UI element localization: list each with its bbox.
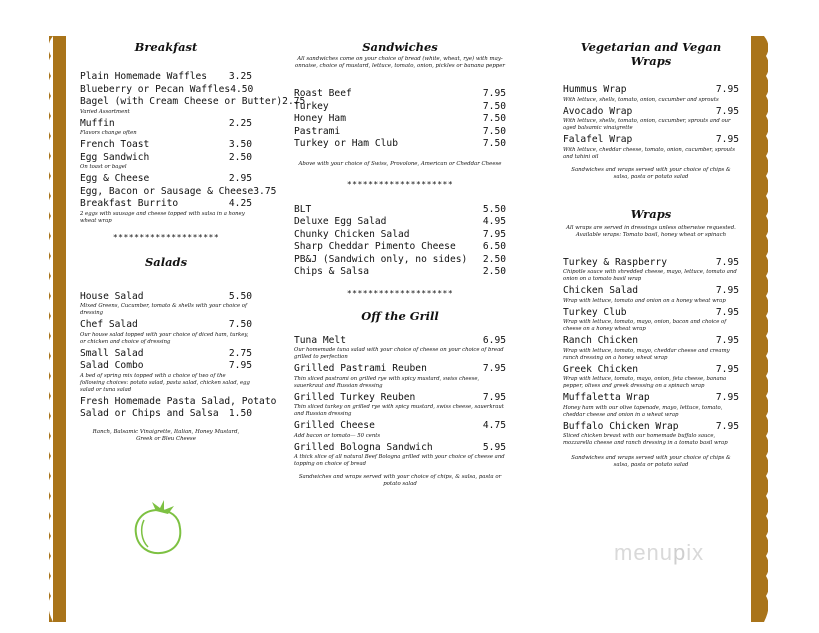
menu-item-name: Grilled Turkey Reuben bbox=[294, 391, 416, 403]
menu-item-name: French Toast bbox=[80, 139, 150, 150]
menu-item-price: 7.95 bbox=[482, 363, 506, 374]
menu-item-price: 7.95 bbox=[715, 256, 739, 268]
menu-item-price: 5.95 bbox=[482, 441, 506, 453]
menu-item bbox=[563, 285, 739, 298]
menu-item-price: 7.50 bbox=[482, 125, 506, 137]
menu-item-name: Muffaletta Wrap bbox=[563, 392, 650, 403]
menu-item-description: With lettuce, cheddar cheese, tomato, onion, cucumber, sprouts and tahini oil bbox=[563, 146, 735, 160]
menu-item-description: 2 eggs with sausage and cheese topped with salsa in a honey wheat wrap bbox=[80, 210, 245, 224]
menu-item bbox=[80, 139, 252, 152]
menu-item-name: Turkey or Ham Club bbox=[294, 138, 398, 149]
menu-item-description: Wrap with lettuce, tomato and onion on a honey wheat wrap bbox=[563, 297, 726, 304]
menu-item-name: Small Salad bbox=[80, 347, 144, 359]
sandwiches-intro: All sandwiches come on your choice of bread (white, wheat, rye) with may-onnaise, choice of mustard, lettuce, tomato, onion, pickles or banana pepper bbox=[295, 56, 505, 69]
veg-list bbox=[563, 84, 739, 161]
menu-item-name: Egg & Cheese bbox=[80, 173, 150, 184]
menu-item bbox=[80, 198, 252, 211]
menu-item-price: 2.75 bbox=[282, 96, 306, 107]
sandwiches-list-2 bbox=[294, 204, 506, 279]
menu-item-name: Salad or Chips and Salsa bbox=[80, 408, 219, 419]
menu-item-price: 3.75 bbox=[253, 185, 277, 197]
wraps-list bbox=[563, 257, 739, 448]
menu-item-price: 7.95 bbox=[715, 306, 739, 318]
menu-item-name: Honey Ham bbox=[294, 113, 346, 124]
menu-item-name: BLT bbox=[294, 203, 312, 215]
right-bar-wavy-edge bbox=[764, 36, 772, 622]
menu-item-price: 7.50 bbox=[482, 138, 506, 149]
menu-item-price: 4.95 bbox=[482, 216, 506, 227]
menu-item-price: 2.50 bbox=[482, 253, 506, 265]
menu-item-price: 2.95 bbox=[228, 173, 252, 184]
menu-item-price: 7.50 bbox=[482, 113, 506, 124]
left-bar-wavy-edge bbox=[45, 36, 53, 622]
salads-list bbox=[80, 290, 277, 421]
menu-item-price: 2.50 bbox=[228, 151, 252, 163]
veg-sides-note: Sandwiches and wraps served with your choice of chips & salsa, pasta or potato salad bbox=[571, 166, 731, 180]
menu-item-name: Chicken Salad bbox=[563, 285, 639, 296]
menu-item-description: Our house salad topped with your choice of diced ham, turkey, or chicken and choice of dressing bbox=[80, 331, 249, 345]
menu-item-name: Plain Homemade Waffles bbox=[80, 71, 208, 82]
breakfast-stars-divider: ******************** bbox=[112, 232, 220, 242]
menu-item-name: Avocado Wrap bbox=[563, 105, 633, 117]
column-veg-wraps bbox=[563, 40, 739, 469]
menu-item bbox=[294, 216, 506, 229]
menu-item-description: Wrap with lettuce, tomato, mayo, onion, bacon and choice of cheese on a honey wheat wrap bbox=[563, 319, 727, 332]
menu-item-description: Sliced chicken breast with our homemade buffalo sauce, mozzarella cheese and ranch dressing in a tomato basil wrap bbox=[563, 433, 728, 446]
menu-item-name: Bagel (with Cream Cheese or Butter) bbox=[80, 96, 283, 107]
menu-item-price: 7.95 bbox=[228, 360, 252, 371]
menu-item-price: 7.95 bbox=[482, 88, 506, 99]
menu-item-price: 7.95 bbox=[482, 391, 506, 403]
menu-item-description: With lettuce, shells, tomato, onion, cucumber, sprouts and our aged balsamic vinaigrette bbox=[563, 118, 731, 131]
menu-item-name: Greek Chicken bbox=[563, 363, 639, 375]
sandwiches-stars-divider-2: ******************** bbox=[346, 288, 454, 298]
menu-item-price: 3.25 bbox=[228, 71, 252, 82]
menu-item-name: Egg, Bacon or Sausage & Cheese bbox=[80, 185, 254, 197]
sandwiches-heading: Sandwiches bbox=[362, 40, 438, 54]
right-decorative-bar bbox=[751, 36, 768, 622]
grill-heading: Off the Grill bbox=[361, 308, 439, 323]
menu-item-name: Sharp Cheddar Pimento Cheese bbox=[294, 241, 456, 252]
menu-item bbox=[294, 88, 506, 101]
wraps-sides-note: Sandwiches and wraps served with your choice of chips & salsa, pasta or potato salad bbox=[571, 455, 731, 468]
menu-item-price: 7.95 bbox=[715, 105, 739, 117]
menu-item-price: 7.50 bbox=[228, 319, 252, 330]
menu-item-price: 2.50 bbox=[482, 266, 506, 277]
grill-list bbox=[294, 335, 506, 469]
menu-item-description: Honey ham with our olive tapenade, mayo, lettuce, tomato, cheddar cheese and onion in a wheat wrap bbox=[563, 404, 723, 418]
menu-item-price: 4.50 bbox=[230, 83, 254, 95]
menu-item-name: Fresh Homemade Pasta Salad, Potato bbox=[80, 395, 277, 407]
menu-item-name: Salad Combo bbox=[80, 360, 144, 371]
menu-item bbox=[80, 118, 252, 131]
menu-item-description: Wrap with lettuce, tomato, mayo, onion, feta cheese, banana pepper, olives and greek dressing on a spinach wrap bbox=[563, 376, 727, 389]
grill-sides-note: Sandwiches and wraps served with your choice of chips, & salsa, pasta or potato salad bbox=[298, 474, 502, 487]
menu-item-price: 4.25 bbox=[228, 198, 252, 209]
tomato-icon bbox=[130, 496, 186, 556]
left-decorative-bar bbox=[49, 36, 66, 622]
menu-item-name: Hummus Wrap bbox=[563, 84, 627, 95]
menu-item-price: 7.95 bbox=[482, 228, 506, 240]
menupix-watermark bbox=[614, 540, 704, 566]
menu-item bbox=[80, 348, 252, 361]
menu-item bbox=[294, 335, 506, 348]
menu-item-price: 7.95 bbox=[715, 363, 739, 375]
menu-item-price: 7.95 bbox=[715, 285, 739, 296]
menu-item-description: Thin sliced turkey on grilled rye with spicy mustard, swiss cheese, sauerkraut and Russian dressing bbox=[294, 404, 504, 417]
menu-item bbox=[80, 71, 252, 84]
menu-item-name: Blueberry or Pecan Waffles bbox=[80, 83, 231, 95]
breakfast-heading: Breakfast bbox=[134, 40, 198, 54]
menu-item-name: Grilled Pastrami Reuben bbox=[294, 363, 427, 374]
menu-item-price: 1.50 bbox=[228, 408, 252, 419]
menu-item-price: 7.95 bbox=[715, 84, 739, 95]
menu-item-price: 3.50 bbox=[228, 139, 252, 150]
menu-item bbox=[80, 360, 252, 373]
menu-item-name: House Salad bbox=[80, 290, 144, 302]
menu-item-name: Grilled Cheese bbox=[294, 420, 375, 431]
menu-item-price: 2.75 bbox=[228, 347, 252, 359]
menu-item-description: Our homemade tuna salad with your choice of cheese on your choice of bread grilled to perfection bbox=[294, 347, 504, 360]
menu-item-description: With lettuce, shells, tomato, onion, cucumber and sprouts bbox=[563, 96, 719, 103]
menu-item-name: Breakfast Burrito bbox=[80, 198, 179, 209]
menu-item-price: 5.50 bbox=[228, 290, 252, 302]
menu-item-name: Buffalo Chicken Wrap bbox=[563, 420, 679, 432]
menu-item bbox=[80, 173, 252, 186]
column-sandwiches-grill bbox=[294, 40, 506, 488]
watermark-text-pre: menu bbox=[614, 540, 674, 565]
menu-item-name: Chunky Chicken Salad bbox=[294, 228, 410, 240]
menu-item-name: Pastrami bbox=[294, 125, 341, 137]
sandwiches-stars-divider: ******************** bbox=[346, 179, 454, 189]
menu-item-price: 5.50 bbox=[482, 203, 506, 215]
menu-item bbox=[294, 204, 506, 217]
menu-item-name: Turkey bbox=[294, 100, 329, 112]
menu-item-price: 6.50 bbox=[482, 241, 506, 252]
menu-item-description: On toast or bagel bbox=[80, 164, 127, 170]
menu-item-name: PB&J (Sandwich only, no sides) bbox=[294, 253, 468, 265]
menu-item bbox=[80, 291, 252, 304]
menu-item bbox=[294, 392, 506, 405]
menu-item-name: Falafel Wrap bbox=[563, 134, 633, 145]
menu-item bbox=[563, 257, 739, 270]
menu-item bbox=[294, 101, 506, 114]
veg-heading: Vegetarian and Vegan Wraps bbox=[580, 40, 722, 68]
menu-item bbox=[294, 442, 506, 455]
menu-item-name: Egg Sandwich bbox=[80, 151, 150, 163]
menu-item-price: 7.95 bbox=[715, 392, 739, 403]
menu-item bbox=[80, 185, 277, 199]
watermark-text-post: ix bbox=[686, 540, 705, 565]
menu-item bbox=[294, 363, 506, 376]
menu-item-name: Roast Beef bbox=[294, 88, 352, 99]
wraps-intro: All wraps are served in dressings unless otherwise requested. Available wraps: Tomato basil, honey wheat or spinach bbox=[566, 224, 736, 238]
menu-item-name: Tuna Melt bbox=[294, 334, 346, 346]
menu-item bbox=[80, 84, 252, 97]
menu-item-description: Chipotle sauce with shredded cheese, mayo, lettuce, tomato and onion on a tomato basil wrap bbox=[563, 269, 737, 282]
wraps-heading: Wraps bbox=[630, 206, 672, 221]
menu-item-name: Grilled Bologna Sandwich bbox=[294, 441, 433, 453]
sandwiches-cheese-note: Above with your choice of Swiss, Provolone, American or Cheddar Cheese bbox=[298, 160, 502, 167]
salads-heading: Salads bbox=[144, 254, 188, 269]
menu-item-name: Ranch Chicken bbox=[563, 335, 639, 346]
menu-item-price: 4.75 bbox=[482, 420, 506, 431]
menu-item-description: A bed of spring mix topped with a choice of two of the following choices: potato salad, pasta salad, chicken salad, egg salad or tuna salad bbox=[80, 372, 250, 393]
menu-item-price: 7.50 bbox=[482, 100, 506, 112]
menu-item bbox=[294, 138, 506, 151]
menu-item-description: Wrap with lettuce, tomato, mayo, cheddar cheese and creamy ranch dressing on a honey wheat wrap bbox=[563, 347, 730, 361]
menu-item bbox=[294, 254, 506, 267]
menu-item-price: 7.95 bbox=[715, 420, 739, 432]
menu-item bbox=[294, 266, 506, 279]
menu-item-price: 7.95 bbox=[715, 335, 739, 346]
menu-item bbox=[294, 420, 506, 433]
sandwiches-list bbox=[294, 88, 506, 151]
menu-item bbox=[294, 229, 506, 242]
menu-item-name: Chips & Salsa bbox=[294, 266, 370, 277]
menu-item bbox=[563, 134, 739, 147]
menu-item bbox=[80, 395, 277, 409]
menu-item bbox=[563, 106, 739, 119]
menu-item bbox=[80, 319, 252, 332]
menu-item-description: Varied Assortment bbox=[80, 108, 130, 115]
menu-item bbox=[80, 152, 252, 165]
watermark-text-x: p bbox=[673, 540, 687, 565]
menu-item bbox=[80, 408, 252, 421]
menu-item-price: 2.25 bbox=[228, 117, 252, 129]
menu-item bbox=[563, 335, 739, 348]
menu-item-name: Turkey & Raspberry bbox=[563, 256, 667, 268]
menu-item-price: 7.95 bbox=[715, 134, 739, 145]
menu-item-description: Thin sliced pastrami on grilled rye with spicy mustard, swiss cheese, sauerkraut and Russian dressing bbox=[294, 375, 480, 389]
menu-item-description: Mixed Greens, Cucumber, tomato & shells with your choice of dressing bbox=[80, 303, 247, 316]
menu-item-name: Turkey Club bbox=[563, 306, 627, 318]
menu-item-description: Add bacon or tomato— 50 cents bbox=[294, 432, 381, 439]
menu-item bbox=[294, 126, 506, 139]
menu-item-name: Chef Salad bbox=[80, 319, 138, 330]
menu-item bbox=[563, 421, 739, 434]
menu-item bbox=[294, 241, 506, 254]
menu-item bbox=[563, 392, 739, 405]
menu-item-description: Flavors change often bbox=[80, 130, 137, 136]
menu-item bbox=[294, 113, 506, 126]
menu-item-price: 6.95 bbox=[482, 334, 506, 346]
menu-item-description: A thick slice of all natural Beef Bologna grilled with your choice of cheese and topping on choice of bread bbox=[294, 454, 505, 467]
dressings-note: Ranch, Balsamic Vinaigrette, Italian, Honey Mustard, Greek or Bleu Cheese bbox=[92, 428, 240, 442]
menu-item-name: Muffin bbox=[80, 117, 115, 129]
menu-item-name: Deluxe Egg Salad bbox=[294, 216, 387, 227]
menu-item bbox=[563, 307, 739, 320]
menu-item bbox=[563, 84, 739, 97]
menu-item bbox=[80, 96, 306, 109]
menu-item bbox=[563, 364, 739, 377]
